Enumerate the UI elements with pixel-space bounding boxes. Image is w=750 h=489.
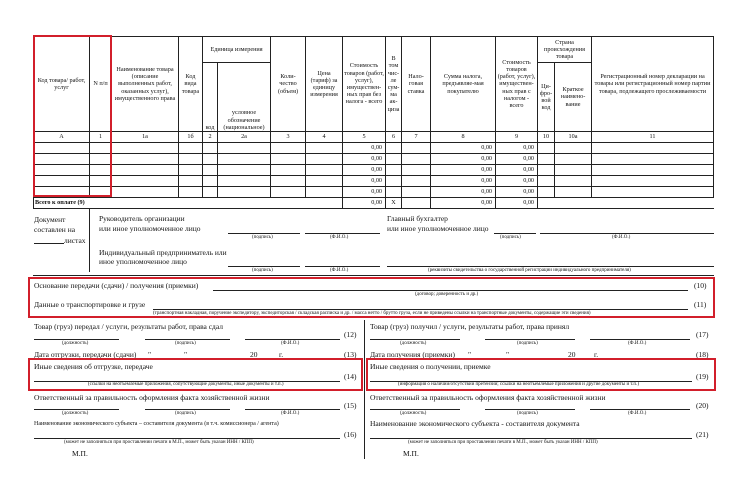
table-cell[interactable] bbox=[386, 154, 402, 165]
table-cell[interactable] bbox=[203, 143, 218, 154]
table-cell[interactable] bbox=[271, 154, 306, 165]
table-cell[interactable] bbox=[592, 187, 714, 198]
left-entity-label: Наименование экономического субъекта – составителя документа (в т.ч. комиссионера / агента) bbox=[34, 421, 279, 427]
header-customs-decl: Регистрационный номер декларации на товары или регистрационный номер партии товара, подлежащего прослеживаемости bbox=[592, 37, 714, 132]
header-price: Цена (тариф) за единицу измерения bbox=[306, 37, 343, 132]
table-cell[interactable] bbox=[306, 176, 343, 187]
table-cell[interactable] bbox=[218, 176, 271, 187]
chief-signature-line[interactable] bbox=[494, 233, 536, 234]
table-cell[interactable] bbox=[538, 176, 555, 187]
right-fio: (Ф.И.О.) bbox=[628, 341, 647, 346]
right-other-hint: (информация о наличии/отсутствии претензии; ссылки на неотъемлемые приложения и другие документы и т.п.) bbox=[398, 382, 640, 387]
ip-podpis: (подпись) bbox=[252, 268, 273, 273]
header-name: Наименование товара (описание выполненных работ, оказанных услуг), имущественного права bbox=[112, 37, 179, 132]
highlight-basis-block bbox=[28, 277, 715, 318]
right-entity-hint: (может не заполняться при проставлении печати в М.П., может быть указан ИНН / КПП) bbox=[408, 440, 598, 445]
column-number: 7 bbox=[402, 132, 431, 143]
ip-label-2: иное уполномоченное лицо bbox=[99, 257, 187, 266]
right-resp-num: (20) bbox=[696, 401, 709, 410]
table-cell[interactable] bbox=[592, 154, 714, 165]
table-cell[interactable] bbox=[112, 154, 179, 165]
left-fio: (Ф.И.О.) bbox=[281, 341, 300, 346]
column-number: 10а bbox=[555, 132, 592, 143]
ip-reg-line[interactable] bbox=[387, 266, 714, 267]
header-unit-name: условное обозначение (национальное) bbox=[218, 63, 271, 132]
table-cell[interactable] bbox=[179, 154, 203, 165]
table-row bbox=[34, 176, 714, 187]
table-cell[interactable] bbox=[203, 187, 218, 198]
total-cost-no-tax: 0,00 bbox=[343, 198, 386, 209]
head-fio-line[interactable] bbox=[305, 233, 380, 234]
header-qty: Коли-чество (объем) bbox=[271, 37, 306, 132]
header-num: N п/п bbox=[90, 37, 112, 132]
header-cost-no-tax: Стоимость товаров (работ, услуг), имуществен-ных прав без налога - всего bbox=[343, 37, 386, 132]
table-cell[interactable] bbox=[203, 154, 218, 165]
table-cell[interactable] bbox=[179, 165, 203, 176]
head-label-1: Руководитель организации bbox=[99, 214, 185, 223]
header-tax-rate: Нало-говая ставка bbox=[402, 37, 431, 132]
transport-num: (11) bbox=[694, 300, 707, 309]
table-cell[interactable]: 0,00 bbox=[343, 187, 386, 198]
column-number: 5 bbox=[343, 132, 386, 143]
table-cell[interactable] bbox=[271, 176, 306, 187]
received-label: Товар (груз) получил / услуги, результаты работ, права принял bbox=[370, 322, 570, 331]
doc-label-2: составлен на bbox=[34, 225, 76, 234]
left-fio-line[interactable] bbox=[245, 339, 340, 340]
table-cell[interactable] bbox=[402, 187, 431, 198]
table-cell[interactable] bbox=[179, 143, 203, 154]
right-other-num: (19) bbox=[696, 372, 709, 381]
column-number: 2а bbox=[218, 132, 271, 143]
total-excise: X bbox=[386, 198, 402, 209]
chief-label-1: Главный бухгалтер bbox=[387, 214, 448, 223]
ip-fio-line[interactable] bbox=[305, 266, 380, 267]
table-cell[interactable] bbox=[306, 165, 343, 176]
table-cell[interactable]: 0,00 bbox=[496, 176, 538, 187]
basis-hint: (договор; доверенность и др.) bbox=[415, 292, 479, 297]
table-row bbox=[34, 154, 714, 165]
column-number: 11 bbox=[592, 132, 714, 143]
table-cell[interactable] bbox=[386, 143, 402, 154]
right-resp-label: Ответственный за правильность оформления факта хозяйственной жизни bbox=[370, 393, 606, 402]
table-cell[interactable] bbox=[555, 165, 592, 176]
left-entity-field[interactable] bbox=[34, 438, 340, 439]
left-resp-num: (15) bbox=[344, 401, 357, 410]
right-fio-line[interactable] bbox=[590, 339, 690, 340]
table-cell[interactable] bbox=[218, 165, 271, 176]
table-cell[interactable] bbox=[386, 176, 402, 187]
right-entity-label: Наименование экономического субъекта - составителя документа bbox=[370, 419, 580, 428]
column-number: 9 bbox=[496, 132, 538, 143]
column-number: 1а bbox=[112, 132, 179, 143]
table-row bbox=[34, 165, 714, 176]
table-cell[interactable] bbox=[218, 187, 271, 198]
header-tax-sum: Сумма налога, предъявляе-мая покупателю bbox=[431, 37, 496, 132]
chief-podpis: (подпись) bbox=[500, 235, 521, 240]
table-cell[interactable] bbox=[402, 143, 431, 154]
highlight-left-other bbox=[28, 358, 363, 391]
header-country-short: Краткое наимено-вание bbox=[555, 63, 592, 132]
received-num: (17) bbox=[696, 330, 709, 339]
left-dolzhnost-line[interactable] bbox=[34, 339, 119, 340]
left-entity-hint: (может не заполняться при проставлении печати в М.П., может быть указан ИНН / КПП) bbox=[64, 440, 254, 445]
chief-fio: (Ф.И.О.) bbox=[612, 235, 631, 240]
recv-num: (18) bbox=[696, 350, 709, 359]
ship-num: (13) bbox=[344, 350, 357, 359]
header-kind-code: Код вида товара bbox=[179, 37, 203, 132]
table-cell[interactable] bbox=[592, 176, 714, 187]
total-tax-rate bbox=[402, 198, 431, 209]
left-other-label: Иные сведения об отгрузке, передаче bbox=[34, 362, 153, 371]
table-cell[interactable] bbox=[538, 187, 555, 198]
left-other-num: (14) bbox=[344, 372, 357, 381]
table-cell[interactable]: 0,00 bbox=[496, 143, 538, 154]
ip-label-1: Индивидуальный предприниматель или bbox=[99, 248, 227, 257]
table-cell[interactable]: 0,00 bbox=[431, 143, 496, 154]
left-dolzhnost: (должность) bbox=[62, 341, 89, 346]
table-cell[interactable]: 0,00 bbox=[431, 165, 496, 176]
table-cell[interactable] bbox=[555, 154, 592, 165]
right-podpis-line[interactable] bbox=[485, 339, 575, 340]
table-cell[interactable] bbox=[402, 165, 431, 176]
table-row bbox=[34, 143, 714, 154]
header-country-code: Ци-фро-вой код bbox=[538, 63, 555, 132]
header-unit: Единица измерения bbox=[203, 37, 271, 63]
column-number: 3 bbox=[271, 132, 306, 143]
table-cell[interactable]: 0,00 bbox=[496, 187, 538, 198]
left-podpis-line[interactable] bbox=[145, 339, 230, 340]
column-number: 1 bbox=[90, 132, 112, 143]
right-podpis: (подпись) bbox=[517, 341, 538, 346]
head-signature-line[interactable] bbox=[228, 233, 300, 234]
chief-fio-line[interactable] bbox=[540, 233, 714, 234]
table-cell[interactable] bbox=[271, 143, 306, 154]
table-cell[interactable] bbox=[179, 187, 203, 198]
total-row bbox=[34, 198, 714, 209]
right-entity-field[interactable] bbox=[370, 438, 692, 439]
table-cell[interactable] bbox=[112, 187, 179, 198]
highlight-right-other bbox=[366, 358, 716, 391]
table-cell[interactable] bbox=[402, 154, 431, 165]
table-cell[interactable] bbox=[555, 176, 592, 187]
table-cell[interactable]: 0,00 bbox=[496, 165, 538, 176]
ip-signature-line[interactable] bbox=[228, 266, 300, 267]
ip-reg-hint: (реквизиты свидетельства о государственной регистрации индивидуального предпринимателя) bbox=[428, 268, 631, 273]
header-country: Страна происхождения товара bbox=[538, 37, 592, 63]
table-cell[interactable] bbox=[179, 176, 203, 187]
right-other-label: Иные сведения о получении, приемке bbox=[370, 362, 491, 371]
table-cell[interactable]: 0,00 bbox=[343, 143, 386, 154]
left-other-hint: (ссылки на неотъемлемые приложения, сопутствующие документы, иные документы и т.п.) bbox=[88, 382, 284, 387]
left-resp-label: Ответственный за правильность оформления факта хозяйственной жизни bbox=[34, 393, 270, 402]
invoice-items-table bbox=[33, 36, 714, 209]
ship-date-label: Дата отгрузки, передачи (сдачи) bbox=[34, 350, 137, 359]
table-cell[interactable] bbox=[306, 187, 343, 198]
table-cell[interactable] bbox=[112, 165, 179, 176]
header-code: Код товара/ работ, услуг bbox=[34, 37, 90, 132]
table-cell[interactable] bbox=[555, 143, 592, 154]
table-cell[interactable] bbox=[306, 143, 343, 154]
table-cell[interactable] bbox=[203, 176, 218, 187]
table-cell[interactable] bbox=[592, 143, 714, 154]
table-cell[interactable]: 0,00 bbox=[496, 154, 538, 165]
header-unit-code: код bbox=[203, 63, 218, 132]
table-cell[interactable] bbox=[538, 143, 555, 154]
table-cell[interactable] bbox=[555, 187, 592, 198]
highlight-code-num-columns bbox=[33, 35, 112, 197]
column-number: 2 bbox=[203, 132, 218, 143]
column-number: 4 bbox=[306, 132, 343, 143]
ip-fio: (Ф.И.О.) bbox=[330, 268, 349, 273]
head-label-2: или иное уполномоченное лицо bbox=[99, 224, 201, 233]
table-cell[interactable]: 0,00 bbox=[343, 154, 386, 165]
left-podpis: (подпись) bbox=[175, 341, 196, 346]
transport-label: Данные о транспортировке и грузе bbox=[34, 300, 146, 309]
left-entity-num: (16) bbox=[344, 430, 357, 439]
transport-hint: (транспортная накладная, поручение экспедитору, экспедиторская / складская расписка и др. / масса нетто / брутто груза, если не приведены ссылки на транспортные документы, содержащие эти сведения) bbox=[153, 311, 591, 316]
head-podpis: (подпись) bbox=[252, 235, 273, 240]
table-cell[interactable] bbox=[271, 165, 306, 176]
table-cell[interactable] bbox=[592, 165, 714, 176]
basis-label: Основание передачи (сдачи) / получения (приемки) bbox=[34, 281, 199, 290]
table-cell[interactable]: 0,00 bbox=[431, 154, 496, 165]
total-tax-sum: 0,00 bbox=[431, 198, 496, 209]
table-cell[interactable] bbox=[538, 154, 555, 165]
total-label: Всего к оплате (9) bbox=[34, 198, 343, 209]
doc-label-3: листах bbox=[64, 236, 86, 245]
table-cell[interactable]: 0,00 bbox=[343, 165, 386, 176]
table-cell[interactable] bbox=[271, 187, 306, 198]
column-number: 6 bbox=[386, 132, 402, 143]
table-cell[interactable] bbox=[203, 165, 218, 176]
basis-num: (10) bbox=[694, 281, 707, 290]
head-fio: (Ф.И.О.) bbox=[330, 235, 349, 240]
table-cell[interactable] bbox=[218, 143, 271, 154]
passed-num: (12) bbox=[344, 330, 357, 339]
table-cell[interactable]: 0,00 bbox=[343, 176, 386, 187]
right-mp: М.П. bbox=[403, 449, 419, 458]
chief-label-2: или иное уполномоченное лицо bbox=[387, 224, 489, 233]
table-row bbox=[34, 187, 714, 198]
left-mp: М.П. bbox=[72, 449, 88, 458]
table-cell[interactable] bbox=[112, 176, 179, 187]
table-cell[interactable] bbox=[218, 154, 271, 165]
doc-label-1: Документ bbox=[34, 215, 66, 224]
column-numbers-row bbox=[34, 132, 714, 143]
table-cell[interactable] bbox=[306, 154, 343, 165]
column-number: 1б bbox=[179, 132, 203, 143]
table-cell[interactable] bbox=[538, 165, 555, 176]
right-dolzhnost-line[interactable] bbox=[370, 339, 460, 340]
column-number: 8 bbox=[431, 132, 496, 143]
table-cell[interactable] bbox=[402, 176, 431, 187]
recv-date-label: Дата получения (приемки) bbox=[370, 350, 455, 359]
column-number: 10 bbox=[538, 132, 555, 143]
table-cell[interactable] bbox=[386, 165, 402, 176]
total-cost-with-tax: 0,00 bbox=[496, 198, 538, 209]
column-number: А bbox=[34, 132, 90, 143]
right-entity-num: (21) bbox=[696, 430, 709, 439]
table-cell[interactable] bbox=[112, 143, 179, 154]
header-cost-with-tax: Стоимость товаров (работ, услуг), имуществен-ных прав с налогом - всего bbox=[496, 37, 538, 132]
header-excise: В том чис-ле сум-ма ак-циза bbox=[386, 37, 402, 132]
table-cell[interactable]: 0,00 bbox=[431, 187, 496, 198]
table-cell[interactable]: 0,00 bbox=[431, 176, 496, 187]
passed-label: Товар (груз) передал / услуги, результаты работ, права сдал bbox=[34, 322, 223, 331]
table-cell[interactable] bbox=[386, 187, 402, 198]
right-dolzhnost: (должность) bbox=[400, 341, 427, 346]
